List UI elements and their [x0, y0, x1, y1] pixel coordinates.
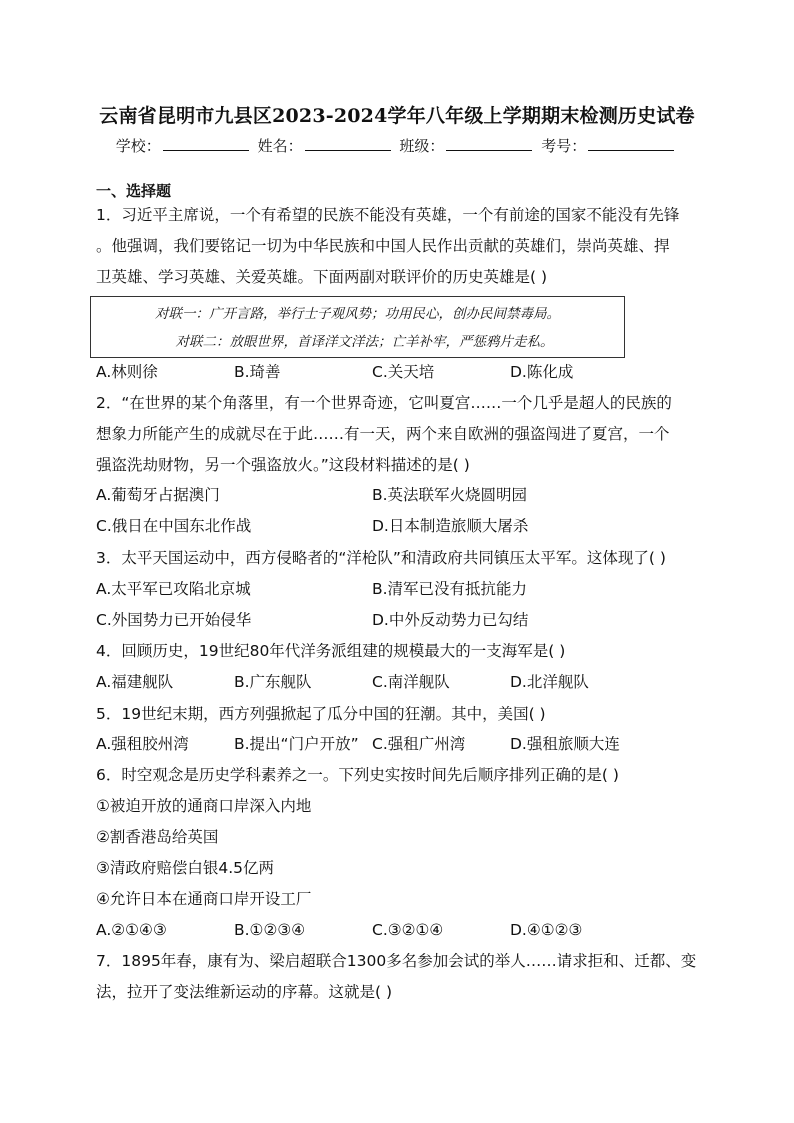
school-label: 学校：: [115, 137, 161, 155]
q2-line-1: 2．“在世界的某个角落里，有一个世界奇迹，它叫夏宫……一个几乎是超人的民族的: [96, 394, 672, 412]
q3-option-d[interactable]: D.中外反动势力已勾结: [372, 611, 529, 629]
q5-option-b[interactable]: B.提出“门户开放”: [234, 735, 359, 753]
q3-option-a[interactable]: A.太平军已攻陷北京城: [96, 580, 251, 598]
q6-option-a[interactable]: A.②①④③: [96, 921, 167, 939]
class-label: 班级：: [399, 137, 445, 155]
q6-item-1: ①被迫开放的通商口岸深入内地: [96, 797, 312, 815]
q6-option-b[interactable]: B.①②③④: [234, 921, 306, 939]
q6-line-1: 6．时空观念是历史学科素养之一。下列史实按时间先后顺序排列正确的是( ): [96, 766, 619, 784]
q6-option-c[interactable]: C.③②①④: [372, 921, 444, 939]
section-title: 一、选择题: [96, 182, 172, 200]
school-blank[interactable]: [163, 136, 249, 151]
q5-line-1: 5．19世纪末期，西方列强掀起了瓜分中国的狂潮。其中，美国( ): [96, 705, 546, 723]
q2-option-d[interactable]: D.日本制造旅顺大屠杀: [372, 517, 529, 535]
q2-option-b[interactable]: B.英法联军火烧圆明园: [372, 486, 528, 504]
q7-line-1: 7．1895年春，康有为、梁启超联合1300多名参加会试的举人……请求拒和、迁都、变: [96, 952, 697, 970]
couplet-box: [90, 296, 625, 358]
name-blank[interactable]: [305, 136, 391, 151]
q5-option-a[interactable]: A.强租胶州湾: [96, 735, 189, 753]
q1-option-b[interactable]: B.琦善: [234, 363, 281, 381]
exam-no-blank[interactable]: [588, 136, 674, 151]
q6-item-4: ④允许日本在通商口岸开设工厂: [96, 890, 312, 908]
exam-no-label: 考号：: [541, 137, 587, 155]
name-label: 姓名：: [257, 137, 303, 155]
q1-line-1: 1．习近平主席说，一个有希望的民族不能没有英雄，一个有前途的国家不能没有先锋: [96, 206, 680, 224]
q1-line-3: 卫英雄、学习英雄、关爱英雄。下面两副对联评价的历史英雄是( ): [96, 268, 548, 286]
q4-option-b[interactable]: B.广东舰队: [234, 673, 312, 691]
q1-option-d[interactable]: D.陈化成: [510, 363, 574, 381]
q1-option-c[interactable]: C.关天培: [372, 363, 435, 381]
q6-item-2: ②割香港岛给英国: [96, 828, 219, 846]
q5-option-d[interactable]: D.强租旅顺大连: [510, 735, 620, 753]
q7-line-2: 法，拉开了变法维新运动的序幕。这就是( ): [96, 983, 393, 1001]
q6-item-3: ③清政府赔偿白银4.5亿两: [96, 859, 275, 877]
q2-line-2: 想象力所能产生的成就尽在于此……有一天，两个来自欧洲的强盗闯进了夏宫，一个: [96, 425, 670, 443]
student-info-row: [0, 136, 794, 156]
q4-option-c[interactable]: C.南洋舰队: [372, 673, 450, 691]
q4-option-d[interactable]: D.北洋舰队: [510, 673, 589, 691]
q2-option-c[interactable]: C.俄日在中国东北作战: [96, 517, 252, 535]
q3-option-b[interactable]: B.清军已没有抵抗能力: [372, 580, 528, 598]
exam-title: 云南省昆明市九县区2023-2024学年八年级上学期期末检测历史试卷: [99, 105, 695, 127]
q6-option-d[interactable]: D.④①②③: [510, 921, 583, 939]
q3-line-1: 3．太平天国运动中，西方侵略者的“洋枪队”和清政府共同镇压太平军。这体现了( ): [96, 549, 666, 567]
q1-option-a[interactable]: A.林则徐: [96, 363, 158, 381]
q1-line-2: 。他强调，我们要铭记一切为中华民族和中国人民作出贡献的英雄们，崇尚英雄、捍: [96, 237, 670, 255]
q4-option-a[interactable]: A.福建舰队: [96, 673, 174, 691]
q4-line-1: 4．回顾历史，19世纪80年代洋务派组建的规模最大的一支海军是( ): [96, 642, 566, 660]
q5-option-c[interactable]: C.强租广州湾: [372, 735, 466, 753]
couplet-2: 对联二：放眼世界，首译洋文洋法；亡羊补牢，严惩鸦片走私。: [175, 334, 554, 350]
class-blank[interactable]: [446, 136, 532, 151]
couplet-1: 对联一：广开言路，举行士子观风势；功用民心，创办民间禁毒局。: [155, 306, 560, 322]
q3-option-c[interactable]: C.外国势力已开始侵华: [96, 611, 252, 629]
q2-line-3: 强盗洗劫财物，另一个强盗放火。”这段材料描述的是( ): [96, 456, 470, 474]
q2-option-a[interactable]: A.葡萄牙占据澳门: [96, 486, 220, 504]
